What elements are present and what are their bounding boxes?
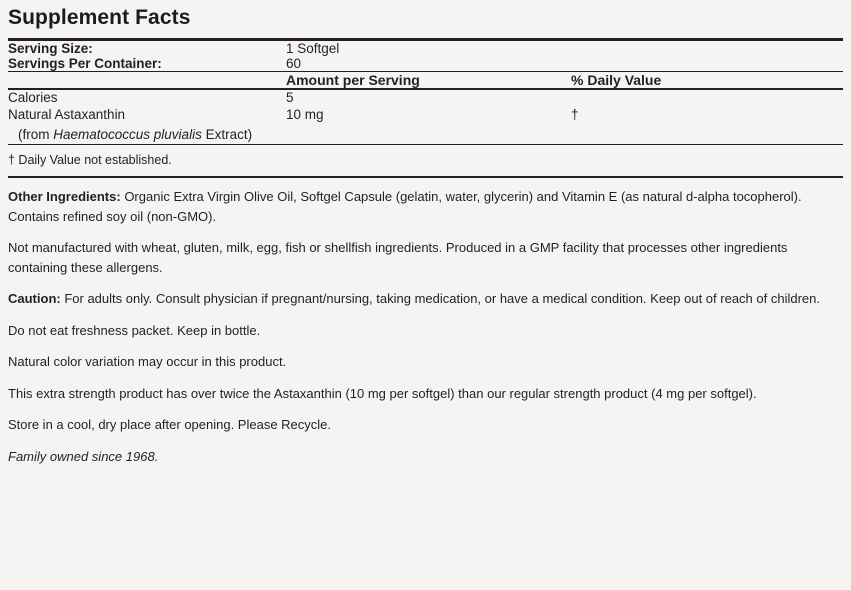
page-title: Supplement Facts [8, 6, 191, 29]
storage-paragraph: Store in a cool, dry place after opening. Please Recycle. [8, 417, 332, 433]
servings-per-container-spacer [571, 56, 843, 71]
color-variation-paragraph: Natural color variation may occur in this product. [8, 354, 287, 370]
table-row-serving-size [8, 41, 843, 56]
serving-size-value: 1 Softgel [286, 41, 340, 56]
family-owned-paragraph: Family owned since 1968. [8, 448, 159, 464]
column-header-amount: Amount per Serving [286, 72, 420, 88]
nutrient-amount-astaxanthin: 10 mg [286, 107, 324, 122]
nutrient-dv-astaxanthin: † [571, 107, 579, 122]
nutrient-amount-calories: 5 [286, 90, 294, 105]
other-ingredients-paragraph [8, 187, 843, 226]
other-ingredients-text: Organic Extra Virgin Olive Oil, Softgel Capsule (gelatin, water, glycerin) and Vitamin E (as natural d-alpha tocopherol). Contains refined soy oil (non-GMO). [8, 189, 802, 224]
nutrient-name-astaxanthin-main: Natural Astaxanthin [8, 107, 126, 122]
table-row [8, 105, 843, 144]
nutrient-name-astaxanthin-source [8, 125, 286, 145]
source-suffix: Extract) [201, 126, 253, 142]
nutrient-dv-calories [571, 90, 843, 105]
supplement-facts-body-table [8, 90, 843, 144]
daily-value-footnote: † Daily Value not established. [8, 153, 172, 168]
supplement-facts-header-table [8, 72, 843, 88]
table-row [8, 90, 843, 105]
column-header-daily-value: % Daily Value [571, 72, 662, 88]
table-row-servings-per-container [8, 56, 843, 71]
nutrient-name-calories: Calories [8, 90, 58, 105]
caution-text: For adults only. Consult physician if pregnant/nursing, taking medication, or have a medical condition. Keep out of reach of children. [64, 291, 820, 307]
source-prefix: (from [18, 126, 54, 142]
notes-section [8, 178, 843, 466]
source-species: Haematococcus pluvialis [53, 126, 202, 142]
servings-per-container-label: Servings Per Container: [8, 56, 162, 71]
supplement-facts-table [8, 41, 843, 71]
serving-size-label: Serving Size: [8, 41, 93, 56]
strength-comparison-paragraph: This extra strength product has over twice the Astaxanthin (10 mg per softgel) than our regular strength product (4 mg per softgel). [8, 385, 757, 401]
freshness-paragraph: Do not eat freshness packet. Keep in bottle. [8, 322, 261, 338]
table-header-row [8, 72, 843, 88]
nutrient-name-astaxanthin [8, 105, 286, 144]
caution-label: Caution: [8, 291, 61, 307]
column-header-blank [8, 72, 286, 88]
servings-per-container-value: 60 [286, 56, 302, 71]
other-ingredients-label: Other Ingredients: [8, 189, 121, 205]
caution-paragraph [8, 289, 843, 309]
allergen-paragraph: Not manufactured with wheat, gluten, milk, egg, fish or shellfish ingredients. Produced in a GMP facility that processes other ingredients containing these allergens. [8, 240, 788, 275]
serving-size-spacer [571, 41, 843, 56]
